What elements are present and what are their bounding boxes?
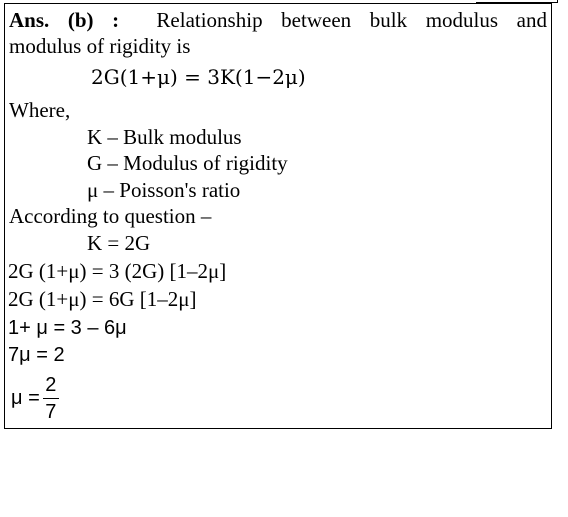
result-denominator: 7 (45, 400, 57, 423)
answer-box (4, 3, 552, 429)
step-3: 1+ μ = 3 – 6μ (8, 317, 127, 339)
intro-line-1 (9, 8, 547, 32)
main-formula: 2G(1+μ) = 3K(1−2μ) (91, 65, 306, 89)
definition-bulk-modulus: K – Bulk modulus (87, 125, 242, 149)
step-2: 2G (1+μ) = 6G [1–2μ] (8, 287, 197, 311)
definition-poissons-ratio: μ – Poisson's ratio (87, 178, 241, 202)
intro-text-1: Relationship between bulk modulus and (156, 8, 547, 32)
fraction-bar (43, 398, 59, 399)
result-fraction (43, 374, 59, 423)
step-1: 2G (1+μ) = 3 (2G) [1–2μ] (8, 259, 227, 283)
result-lhs: μ = (11, 386, 40, 409)
intro-line-2: modulus of rigidity is (9, 34, 191, 58)
result-numerator: 2 (45, 373, 57, 396)
given-relation: K = 2G (87, 231, 151, 255)
result-equation (11, 370, 59, 426)
answer-label: Ans. (b) : (9, 8, 120, 32)
definition-modulus-of-rigidity: G – Modulus of rigidity (87, 151, 288, 175)
step-4: 7μ = 2 (8, 344, 65, 366)
where-label: Where, (9, 98, 71, 122)
according-label: According to question – (9, 204, 212, 228)
